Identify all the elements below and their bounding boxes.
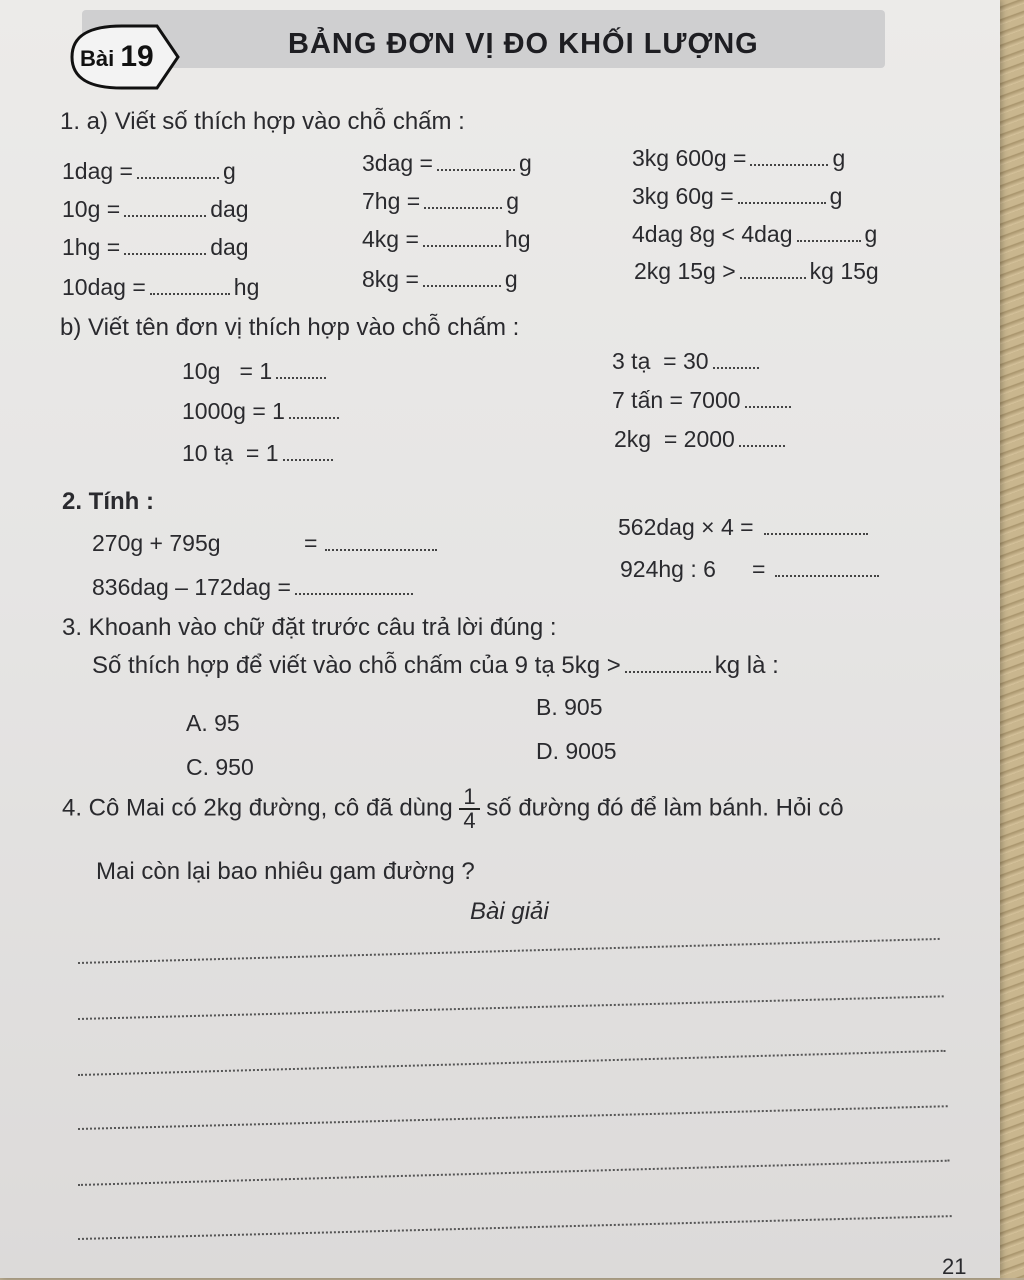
ex1-b-item: 2kg = 2000 xyxy=(614,426,789,453)
ex1-b-item: 3 tạ = 30 xyxy=(612,348,763,375)
ex2-prompt: 2. Tính : xyxy=(62,488,154,515)
ex2-item: 924hg : 6 xyxy=(620,556,716,582)
ex1-item: 4dag 8g < 4dag g xyxy=(632,221,878,247)
answer-line xyxy=(78,1105,948,1130)
ex2-item: = xyxy=(304,530,441,557)
lesson-number: 19 xyxy=(120,40,154,73)
answer-line xyxy=(78,938,940,964)
answer-line xyxy=(78,1215,952,1240)
ex3-option-d: D. 9005 xyxy=(536,738,617,764)
ex1-item: 3kg 600g = g xyxy=(632,145,846,171)
lesson-label: Bài xyxy=(80,46,115,71)
ex1-b-item: 1000g = 1 xyxy=(182,398,343,425)
ex4-question-line1: 4. Cô Mai có 2kg đường, cô đã dùng $\frac{1}{4}$ số đường đó để làm bánh. Hỏi cô xyxy=(62,784,844,833)
ex3-question: Số thích hợp để viết vào chỗ chấm của 9 tạ 5kg > kg là : xyxy=(92,652,779,679)
ex3-prompt: 3. Khoanh vào chữ đặt trước câu trả lời đúng : xyxy=(62,614,557,641)
ex3-option-b: B. 905 xyxy=(536,694,603,720)
answer-line xyxy=(78,995,944,1020)
ex1-item: 10g = dag xyxy=(62,196,249,222)
ex1-item: 10dag = hg xyxy=(62,274,260,300)
ex2-item: = xyxy=(752,556,883,583)
ex1-item: 3kg 60g = g xyxy=(632,183,843,209)
lesson-badge xyxy=(62,22,180,92)
answer-line xyxy=(78,1050,946,1076)
ex1-item: 3dag = g xyxy=(362,150,532,176)
page-number: 21 xyxy=(942,1254,967,1279)
ex1-a-prompt: 1. a) Viết số thích hợp vào chỗ chấm : xyxy=(60,108,465,135)
ex1-item: 7hg = g xyxy=(362,188,519,214)
ex1-item: 1hg = dag xyxy=(62,234,249,260)
ex1-b-item: 10 tạ = 1 xyxy=(182,440,337,467)
solution-label: Bài giải xyxy=(470,898,549,925)
ex3-option-a: A. 95 xyxy=(186,710,240,736)
ex1-b-item: 7 tấn = 7000 xyxy=(612,387,795,414)
ex1-item: 2kg 15g > kg 15g xyxy=(634,258,879,284)
ex3-option-c: C. 950 xyxy=(186,754,254,780)
ex1-b-prompt: b) Viết tên đơn vị thích hợp vào chỗ chấm : xyxy=(60,314,520,341)
ex1-item: 1dag = g xyxy=(62,158,236,184)
ex4-question-line2: Mai còn lại bao nhiêu gam đường ? xyxy=(96,858,475,885)
ex2-item: 836dag – 172dag = xyxy=(92,574,417,601)
page-title: BẢNG ĐƠN VỊ ĐO KHỐI LƯỢNG xyxy=(288,28,759,60)
fraction: $\frac{1}{4}$ xyxy=(459,786,479,832)
answer-line xyxy=(78,1160,950,1186)
ex2-item: 270g + 795g xyxy=(92,530,221,556)
ex2-item: 562dag × 4 = xyxy=(618,514,872,541)
ex1-b-item: 10g = 1 xyxy=(182,358,330,385)
ex1-item: 4kg = hg xyxy=(362,226,531,252)
ex1-item: 8kg = g xyxy=(362,266,518,292)
